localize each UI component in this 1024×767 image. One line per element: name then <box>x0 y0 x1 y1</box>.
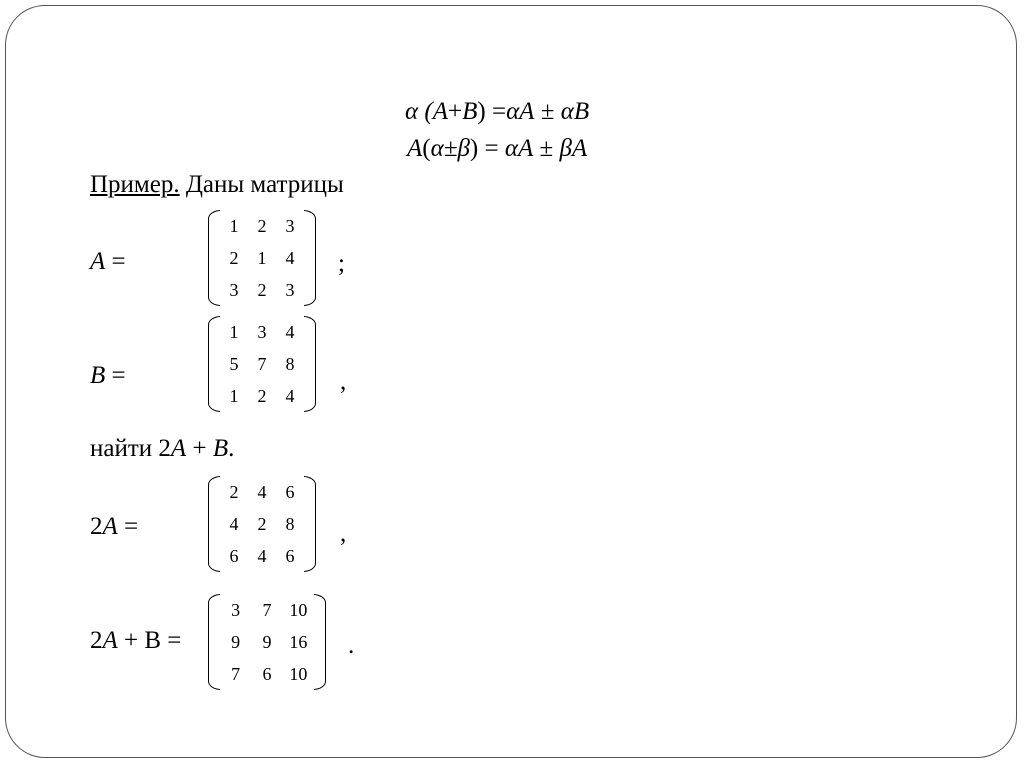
matrix-sum <box>206 594 328 690</box>
matrix-row <box>220 476 304 508</box>
matrix-cell: 4 <box>257 482 267 502</box>
matrix-2a <box>206 476 318 572</box>
matrix-cell: 2 <box>257 280 267 300</box>
matrix-b <box>206 316 318 412</box>
example-label: Пример. <box>90 171 180 198</box>
matrix-cell: 3 <box>231 600 241 620</box>
matrix-row <box>220 274 304 306</box>
matrix-row <box>220 348 304 380</box>
matrix-row <box>220 626 314 658</box>
matrix-cell: 9 <box>262 632 272 652</box>
matrix-cell: 4 <box>257 546 267 566</box>
matrix-a-punct: ; <box>338 250 345 277</box>
matrix-b-punct: , <box>340 368 347 395</box>
right-paren <box>314 594 328 690</box>
matrix-row <box>220 242 304 274</box>
matrix-cell: 6 <box>285 546 295 566</box>
matrix-cell: 3 <box>285 216 295 236</box>
matrix-sum-punct: . <box>348 632 355 659</box>
matrix-cell: 3 <box>229 280 239 300</box>
matrix-a-label: A = <box>90 248 126 275</box>
matrix-cell: 6 <box>262 664 272 684</box>
matrix-cell: 3 <box>257 322 267 342</box>
matrix-cell: 1 <box>229 216 239 236</box>
matrix-row <box>220 316 304 348</box>
matrix-cell: 10 <box>289 600 308 620</box>
matrix-a <box>206 210 318 306</box>
matrix-b-label: B = <box>90 362 126 389</box>
matrix-cell: 4 <box>285 248 295 268</box>
matrix-cell: 7 <box>231 664 241 684</box>
example-heading <box>90 171 344 199</box>
formula-distributive-scalars: A(α±β) = αA ± βA <box>407 135 588 162</box>
matrix-cell: 2 <box>229 482 239 502</box>
matrix-cell: 4 <box>285 386 295 406</box>
matrix-cell: 6 <box>229 546 239 566</box>
right-paren <box>304 476 318 572</box>
left-paren <box>206 594 220 690</box>
matrix-cell: 2 <box>257 386 267 406</box>
matrix-2a-punct: , <box>340 520 347 547</box>
matrix-row <box>220 508 304 540</box>
left-paren <box>206 476 220 572</box>
matrix-row <box>220 594 314 626</box>
matrix-cell: 10 <box>289 664 308 684</box>
matrix-cell: 6 <box>285 482 295 502</box>
matrix-cell: 3 <box>285 280 295 300</box>
left-paren <box>206 316 220 412</box>
right-paren <box>304 316 318 412</box>
matrix-cell: 2 <box>257 514 267 534</box>
matrix-row <box>220 210 304 242</box>
formula-distributive-alpha: α (A+B) =αA ± αB <box>405 98 590 125</box>
task-text: найти 2A + B. <box>90 435 235 462</box>
matrix-cell: 2 <box>229 248 239 268</box>
example-text: Даны матрицы <box>179 171 344 198</box>
matrix-cell: 2 <box>257 216 267 236</box>
matrix-cell: 5 <box>229 354 239 374</box>
matrix-cell: 1 <box>229 386 239 406</box>
matrix-cell: 4 <box>229 514 239 534</box>
left-paren <box>206 210 220 306</box>
matrix-cell: 1 <box>257 248 267 268</box>
matrix-row <box>220 540 304 572</box>
matrix-cell: 16 <box>289 632 308 652</box>
matrix-cell: 7 <box>262 600 272 620</box>
matrix-row <box>220 380 304 412</box>
matrix-cell: 8 <box>285 354 295 374</box>
matrix-cell: 4 <box>285 322 295 342</box>
matrix-cell: 7 <box>257 354 267 374</box>
matrix-sum-label: 2A + B = <box>90 627 182 654</box>
matrix-cell: 1 <box>229 322 239 342</box>
matrix-cell: 9 <box>231 632 241 652</box>
right-paren <box>304 210 318 306</box>
matrix-2a-label: 2A = <box>90 513 139 540</box>
matrix-cell: 8 <box>285 514 295 534</box>
matrix-row <box>220 658 314 690</box>
